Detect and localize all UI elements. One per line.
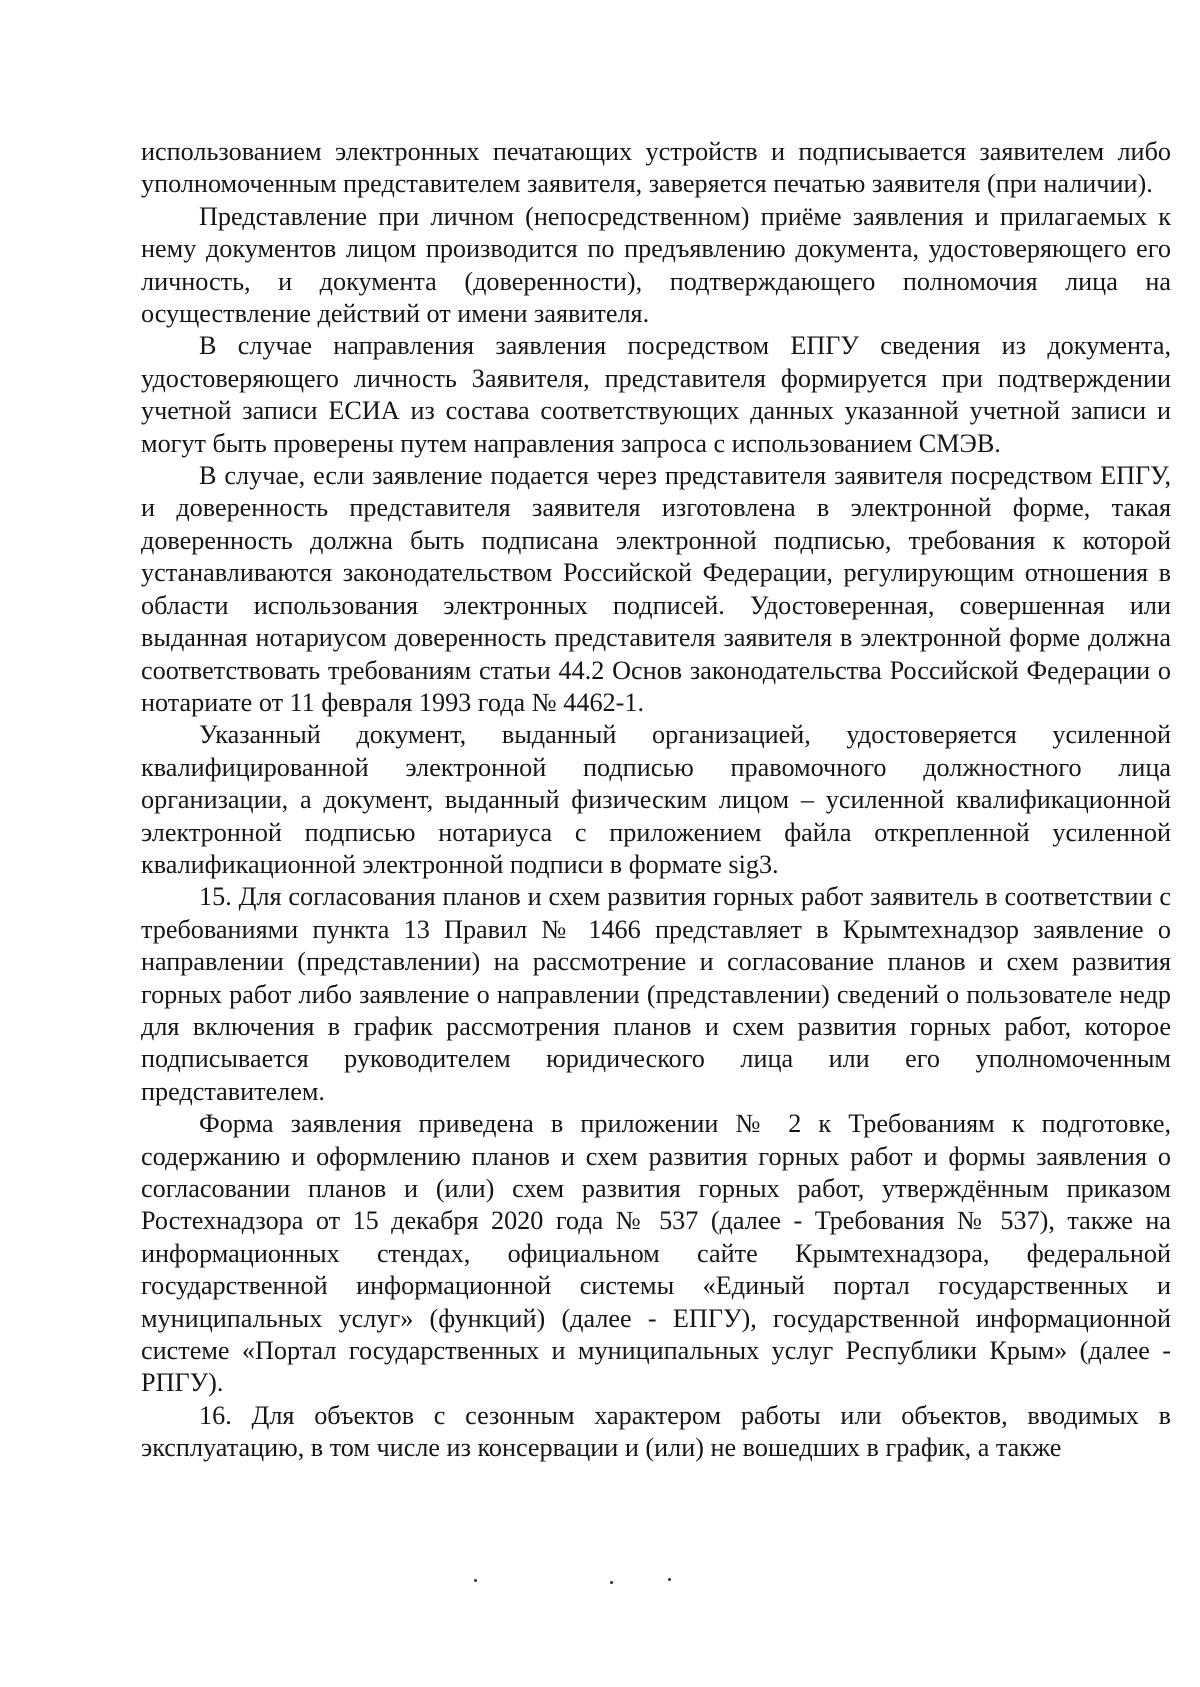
scan-speck: [610, 1581, 613, 1584]
paragraph-power-of-attorney: В случае, если заявление подается через представителя заявителя посредством ЕПГУ, и доверенность представителя заявителя изготовлена в электронной форме, такая доверенность должна быть подписана электронной подписью, требования к которой устанавливаются законодательством Российской Федерации, регулирующим отношения в области использования электронных подписей. Удостоверенная, совершенная или выданная нотариусом доверенность представителя заявителя в электронной форме должна соответствовать требованиям статьи 44.2 Основ законодательства Российской Федерации о нотариате от 11 февраля 1993 года № 4462-1.: [141, 461, 1171, 717]
paragraph-epgu-identity: В случае направления заявления посредством ЕПГУ сведения из документа, удостоверяющего личность Заявителя, представителя формируется при подтверждении учетной записи ЕСИА из состава соответствующих данных указанной учетной записи и могут быть проверены путем направления запроса с использованием СМЭВ.: [141, 331, 1171, 458]
paragraph-qualified-signature: Указанный документ, выданный организацией, удостоверяется усиленной квалифицированной электронной подписью правомочного должностного лица организации, а документ, выданный физическим лицом – усиленной квалификационной электронной подписью нотариуса с приложением файла открепленной усиленной квалификационной электронной подписи в формате sig3.: [141, 720, 1171, 879]
paragraph-continuation: использованием электронных печатающих устройств и подписывается заявителем либо уполномоченным представителем заявителя, заверяется печатью заявителя (при наличии).: [141, 137, 1171, 199]
paragraph-item-15: 15. Для согласования планов и схем развития горных работ заявитель в соответствии с требованиями пункта 13 Правил № 1466 представляет в Крымтехнадзор заявление о направлении (представлении) на рассмотрение и согласование планов и схем развития горных работ либо заявление о направлении (представлении) сведений о пользователе недр для включения в график рассмотрения планов и схем развития горных работ, которое подписывается руководителем юридического лица или его уполномоченным представителем.: [141, 882, 1171, 1106]
scan-speck: [474, 1579, 477, 1582]
document-body: [141, 136, 1171, 1465]
scan-speck: [668, 1578, 671, 1581]
scan-specks: [0, 1575, 1200, 1595]
paragraph-item-16: 16. Для объектов с сезонным характером работы или объектов, вводимых в эксплуатацию, в том числе из консервации и (или) не вошедших в график, а также: [141, 1400, 1171, 1463]
paragraph-personal-submission: Представление при личном (непосредственном) приёме заявления и прилагаемых к нему документов лицом производится по предъявлению документа, удостоверяющего его личность, и документа (доверенности), подтверждающего полномочия лица на осуществление действий от имени заявителя.: [141, 201, 1171, 329]
paragraph-application-form: Форма заявления приведена в приложении № 2 к Требованиям к подготовке, содержанию и оформлению планов и схем развития горных работ и формы заявления о согласовании планов и (или) схем развития горных работ, утверждённым приказом Ростехнадзора от 15 декабря 2020 года № 537 (далее - Требования № 537), также на информационных стендах, официальном сайте Крымтехнадзора, федеральной государственной информационной системы «Единый портал государственных и муниципальных услуг» (функций) (далее - ЕПГУ), государственной информационной системе «Портал государственных и муниципальных услуг Республики Крым» (далее - РПГУ).: [141, 1109, 1171, 1398]
